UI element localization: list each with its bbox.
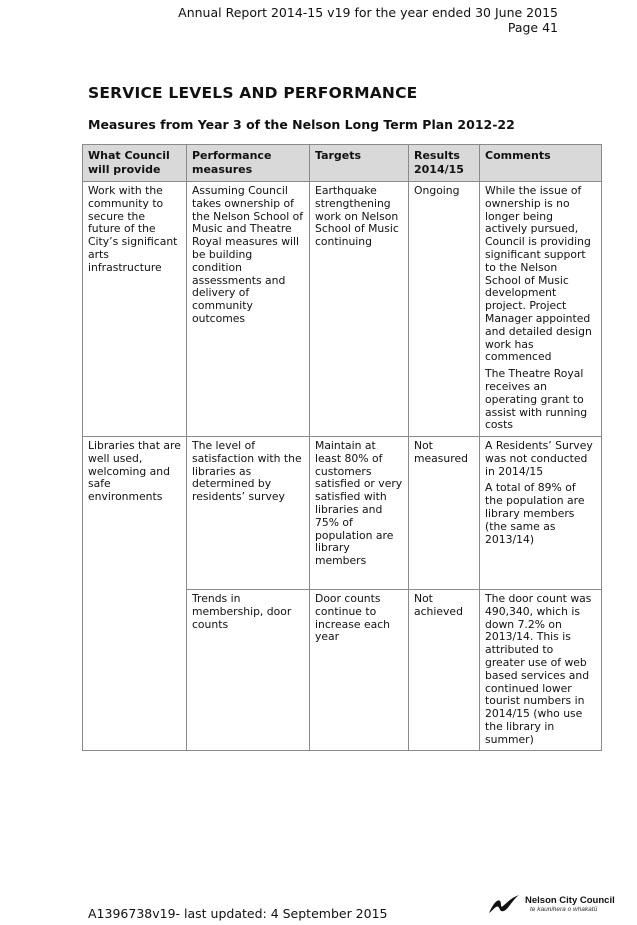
table-row <box>83 437 602 590</box>
cell-provide: Work with the community to secure the future of the City’s significant arts infrastructure <box>83 182 187 437</box>
cell-comment <box>480 182 602 437</box>
nelson-swoosh-icon <box>487 893 521 915</box>
cell-target: Earthquake strengthening work on Nelson School of Music continuing <box>310 182 409 437</box>
comment-paragraph: The door count was 490,340, which is down 7.2% on 2013/14. This is attributed to greater use of web based services and continued lower tourist numbers in 2014/15 (who use the library in summer) <box>485 592 592 746</box>
running-header <box>178 5 558 35</box>
header-page-number: Page 41 <box>507 20 558 35</box>
cell-provide: Libraries that are well used, welcoming and safe environments <box>83 437 187 751</box>
table-header-row <box>83 145 602 182</box>
comment-paragraph: The Theatre Royal receives an operating grant to assist with running costs <box>485 367 588 432</box>
footer-doc-id: A1396738v19- last updated: 4 September 2015 <box>88 906 388 921</box>
cell-comment <box>480 437 602 590</box>
comment-paragraph: While the issue of ownership is no longer being actively pursued, Council is providing significant support to the Nelson School of Music development project. Project Manager appointed and detailed design work has commenced <box>485 184 592 364</box>
cell-target: Door counts continue to increase each year <box>310 590 409 751</box>
cell-measure: Trends in membership, door counts <box>187 590 310 751</box>
col-header-measures: Performance measures <box>187 145 310 182</box>
table-row <box>83 182 602 437</box>
col-header-results: Results 2014/15 <box>409 145 480 182</box>
cell-target: Maintain at least 80% of customers satisfied or very satisfied with libraries and 75% of population are library members <box>310 437 409 590</box>
cell-result: Not achieved <box>409 590 480 751</box>
measures-table <box>82 144 602 751</box>
logo-tagline: te kaunihera o whakatū <box>530 906 598 913</box>
cell-comment <box>480 590 602 751</box>
council-logo <box>487 893 615 915</box>
page-title: SERVICE LEVELS AND PERFORMANCE <box>88 84 418 102</box>
page-subtitle: Measures from Year 3 of the Nelson Long Term Plan 2012-22 <box>88 117 515 132</box>
comment-paragraph: A total of 89% of the population are library members (the same as 2013/14) <box>485 481 585 546</box>
cell-measure: The level of satisfaction with the libraries as determined by residents’ survey <box>187 437 310 590</box>
col-header-provide: What Council will provide <box>83 145 187 182</box>
cell-result: Not measured <box>409 437 480 590</box>
cell-measure: Assuming Council takes ownership of the Nelson School of Music and Theatre Royal measures will be building condition assessments and delivery of community outcomes <box>187 182 310 437</box>
header-report-title: Annual Report 2014-15 v19 for the year ended 30 June 2015 <box>178 5 558 20</box>
col-header-comments: Comments <box>480 145 602 182</box>
cell-result: Ongoing <box>409 182 480 437</box>
col-header-targets: Targets <box>310 145 409 182</box>
comment-paragraph: A Residents’ Survey was not conducted in 2014/15 <box>485 439 593 478</box>
logo-name: Nelson City Council <box>525 895 615 906</box>
